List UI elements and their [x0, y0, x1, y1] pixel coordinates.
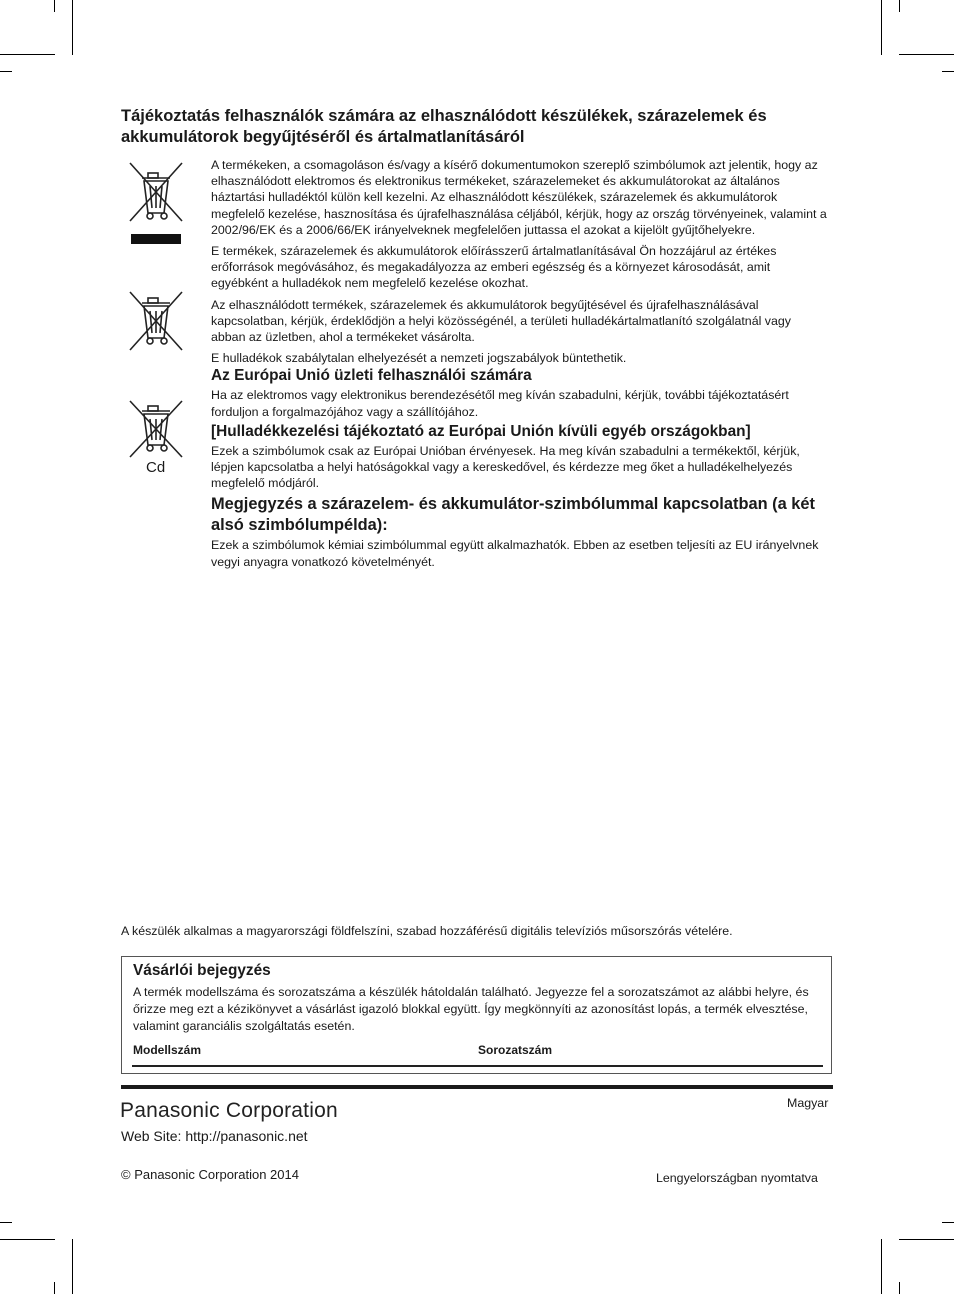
copyright: © Panasonic Corporation 2014 — [121, 1167, 299, 1182]
crop-mark — [899, 54, 954, 55]
crossed-out-wheelie-bin-icon — [128, 161, 184, 245]
crop-mark — [881, 0, 882, 55]
paragraph: Az elhasználódott termékek, szárazelemek és akkumulátorok begyűjtésével és újrafelhasználásával kapcsolatban, kérjük, érdeklődjön a helyi közösségénél, a területi hulladékártalmatlanító szolgálatnál vagy abban az üzletben, ahol a termékeket vásárolta. — [211, 297, 791, 345]
crop-mark — [54, 0, 55, 12]
serial-number-label: Sorozatszám — [478, 1043, 553, 1057]
crop-mark — [0, 54, 55, 55]
section-heading-battery-note: Megjegyzés a szárazelem- és akkumulátor-szimbólummal kapcsolatban (a két alsó szimbólumpélda): — [211, 495, 815, 535]
crop-mark — [0, 1222, 12, 1223]
customer-record-box — [121, 956, 832, 1074]
crop-mark — [72, 0, 73, 55]
paragraph: Ezek a szimbólumok csak az Európai Unióban érvényesek. Ha meg kíván szabadulni a termékektől, kérjük, lépjen kapcsolatba a helyi hatóságokkal vagy a kereskedővel, és kérdezze meg őket a hulladékelhelyezés megfelelő módjáról. — [211, 443, 800, 491]
disposal-info — [211, 157, 827, 575]
model-number-label: Modellszám — [133, 1043, 202, 1057]
crossed-out-wheelie-bin-icon — [128, 399, 184, 459]
crop-mark — [72, 1239, 73, 1294]
paragraph: Ha az elektromos vagy elektronikus berendezésétől meg kíván szabadulni, kérjük, további tájékoztatásért forduljon a forgalmazójához vagy a szállítójához. — [211, 388, 789, 419]
panasonic-logo: Panasonic Corporation — [120, 1099, 338, 1122]
crop-mark — [54, 1282, 55, 1294]
entry-line — [132, 1065, 823, 1067]
paragraph: A termékeken, a csomagoláson és/vagy a kísérő dokumentumokon szereplő szimbólumok azt jelentik, hogy az elhasználódott elektromos és elektronikus termékeket, szárazelemeket és akkumulátorokat az általános háztartási hulladéktól külön kell kezelni. Az elhasználódott készülékek, szárazelemek és akkumulátorok megfelelő kezelése, hasznosítása és újrafelhasználása céljából, kérjük, hogy az ország törvényeinek, valamint a 2002/96/EK és a 2006/66/EK irányelveknek megfelelően juttassa el azokat a kijelölt gyűjtőhelyekre. — [211, 158, 827, 237]
divider — [121, 1085, 833, 1089]
printed-in: Lengyelországban nyomtatva — [656, 1171, 818, 1185]
paragraph: E termékek, szárazelemek és akkumulátorok előírásszerű ártalmatlanításával Ön hozzájárul az értékes erőforrások megóvásához, és megakadályozza az emberi egészség és a környezet károsodását, amit egyébként a hulladékok nem megfelelő kezelése okozhat. — [211, 244, 777, 291]
paragraph: E hulladékok szabálytalan elhelyezését a nemzeti jogszabályok büntethetik. — [211, 351, 627, 366]
crop-mark — [942, 1222, 954, 1223]
chemical-symbol-label: Cd — [146, 459, 166, 476]
website: Web Site: http://panasonic.net — [121, 1128, 308, 1144]
crop-mark — [0, 1239, 55, 1240]
page-title: Tájékoztatás felhasználók számára az elhasználódott készülékek, szárazelemek és akkumulátorok begyűjtéséről és ártalmatlanításáról — [121, 107, 767, 146]
section-heading-outside-eu: [Hulladékkezelési tájékoztató az Európai Unión kívüli egyéb országokban] — [211, 422, 751, 440]
crop-mark — [942, 71, 954, 72]
customer-record-title: Vásárlói bejegyzés — [133, 962, 271, 979]
crop-mark — [0, 71, 12, 72]
language-label: Magyar — [787, 1096, 829, 1110]
dvb-note: A készülék alkalmas a magyarországi földfelszíni, szabad hozzáférésű digitális televíziós műsorszórás vételére. — [121, 924, 733, 938]
section-heading-eu-business: Az Európai Unió üzleti felhasználói számára — [211, 367, 532, 385]
crop-mark — [899, 0, 900, 12]
customer-record-text: A termék modellszáma és sorozatszáma a készülék hátoldalán található. Jegyezze fel a sorozatszámot az alábbi helyre, és őrizze meg ezt a kézikönyvet a vásárlást igazoló blokkal együtt. Így megkönnyíti az azonosítást lopás, a termék elvesztése, valamint garanciális szolgáltatás esetén. — [133, 985, 809, 1033]
crop-mark — [899, 1282, 900, 1294]
crop-mark — [881, 1239, 882, 1294]
paragraph: Ezek a szimbólumok kémiai szimbólummal együtt alkalmazhatók. Ebben az esetben teljesíti az EU irányelvnek vegyi anyagra vonatkozó követelményét. — [211, 538, 819, 569]
crop-mark — [899, 1239, 954, 1240]
crossed-out-wheelie-bin-icon — [128, 290, 184, 352]
